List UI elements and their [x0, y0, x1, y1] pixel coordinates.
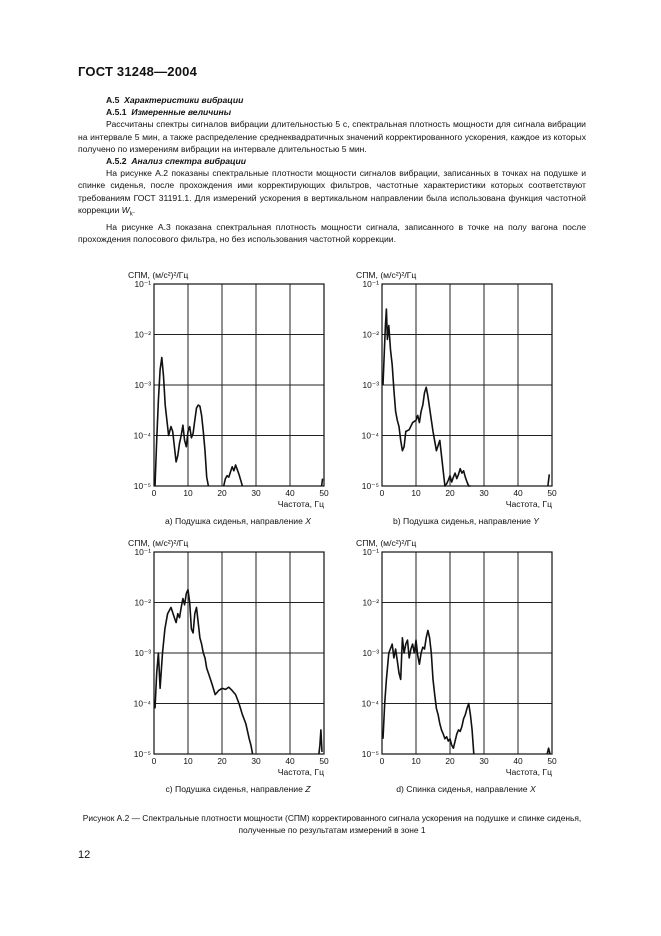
y-tick-label: 10⁻²	[134, 329, 151, 340]
chart-d	[346, 536, 586, 796]
section-number: А.5.2	[106, 156, 127, 167]
series-line	[383, 309, 470, 486]
subfigure-caption	[346, 784, 586, 794]
x-axis-label: Частота, Гц	[277, 767, 324, 777]
y-tick-label: 10⁻⁵	[361, 749, 379, 759]
x-axis-label: Частота, Гц	[505, 767, 552, 777]
x-tick-label: 0	[151, 756, 157, 766]
y-axis-label: СПМ, (м/с²)²/Гц	[128, 538, 189, 548]
x-axis-label: Частота, Гц	[277, 499, 324, 509]
caption-text: а) Подушка сиденья, направление	[164, 516, 306, 526]
paragraph-2-text: На рисунке А.2 показаны спектральные плотности мощности сигналов вибрации, записанных в точках на подушке и спинке сиденья, после прохождения ими корректирующих фильтров, частотные характеристики которых соответствуют требованиям ГОСТ 31191.1. Для измерений ускорения в вертикальном направлении была использована функция частотной коррекции	[78, 168, 586, 215]
x-tick-label: 40	[513, 756, 523, 766]
y-axis-label: СПМ, (м/с²)²/Гц	[356, 538, 417, 548]
y-tick-label: 10⁻³	[362, 380, 379, 390]
x-tick-label: 10	[411, 756, 421, 766]
y-tick-label: 10⁻²	[362, 597, 379, 608]
chart-svg	[118, 536, 358, 796]
chart-a	[118, 268, 358, 528]
chart-b	[346, 268, 586, 528]
chart-svg	[346, 268, 586, 528]
page-number: 12	[78, 849, 91, 861]
paragraph-2-end: .	[132, 204, 136, 215]
x-tick-label: 40	[513, 488, 523, 498]
y-tick-label: 10⁻⁴	[361, 698, 379, 709]
y-tick-label: 10⁻¹	[362, 279, 379, 289]
series-line	[322, 479, 323, 486]
y-tick-label: 10⁻⁵	[361, 481, 379, 491]
y-tick-label: 10⁻³	[134, 380, 151, 390]
figure-caption: Рисунок А.2 — Спектральные плотности мощности (СПМ) корректированного сигнала ускорения на подушке и спинке сиденья, полученные по результатам измерений в зоне 1	[82, 813, 582, 835]
chart-svg	[346, 536, 586, 796]
caption-direction: X	[529, 784, 536, 794]
paragraph-2	[78, 167, 586, 221]
section-a51-heading	[106, 106, 586, 118]
x-tick-label: 40	[285, 488, 295, 498]
y-tick-label: 10⁻¹	[362, 547, 379, 557]
x-tick-label: 50	[319, 756, 329, 766]
section-title: Анализ спектра вибрации	[131, 156, 247, 167]
series-line	[383, 630, 474, 754]
series-line	[155, 590, 253, 754]
y-tick-label: 10⁻⁵	[133, 749, 151, 759]
subfigure-caption	[346, 516, 586, 526]
series-line	[548, 474, 549, 486]
caption-direction: Y	[533, 516, 539, 526]
x-tick-label: 30	[479, 756, 489, 766]
chart-svg	[118, 268, 358, 528]
x-tick-label: 10	[183, 488, 193, 498]
x-tick-label: 50	[547, 488, 557, 498]
caption-direction: Z	[305, 784, 311, 794]
body-text	[78, 94, 586, 245]
series-line	[319, 730, 322, 754]
section-number: А.5	[106, 95, 120, 105]
weighting-subscript: k	[129, 211, 133, 218]
section-a52-heading	[106, 155, 586, 167]
subfigure-caption	[118, 516, 358, 526]
x-axis-label: Частота, Гц	[505, 499, 552, 509]
x-tick-label: 30	[479, 488, 489, 498]
series-line	[547, 748, 550, 754]
y-tick-label: 10⁻¹	[134, 279, 151, 289]
x-tick-label: 30	[251, 756, 261, 766]
x-tick-label: 30	[251, 488, 261, 498]
y-tick-label: 10⁻⁴	[133, 430, 151, 441]
y-tick-label: 10⁻²	[134, 597, 151, 608]
x-tick-label: 10	[411, 488, 421, 498]
y-axis-label: СПМ, (м/с²)²/Гц	[128, 270, 189, 280]
x-tick-label: 20	[445, 756, 455, 766]
y-tick-label: 10⁻³	[362, 648, 379, 658]
document-header: ГОСТ 31248—2004	[78, 64, 197, 79]
y-tick-label: 10⁻²	[362, 329, 379, 340]
subfigure-caption	[118, 784, 358, 794]
x-tick-label: 0	[379, 756, 385, 766]
series-line	[224, 465, 243, 486]
y-tick-label: 10⁻⁴	[361, 430, 379, 441]
chart-c	[118, 536, 358, 796]
x-tick-label: 50	[547, 756, 557, 766]
x-tick-label: 50	[319, 488, 329, 498]
x-tick-label: 20	[217, 756, 227, 766]
x-tick-label: 20	[217, 488, 227, 498]
series-line	[155, 358, 208, 487]
y-tick-label: 10⁻¹	[134, 547, 151, 557]
y-axis-label: СПМ, (м/с²)²/Гц	[356, 270, 417, 280]
caption-text: b) Подушка сиденья, направление	[392, 516, 534, 526]
x-tick-label: 0	[151, 488, 157, 498]
paragraph-1: Рассчитаны спектры сигналов вибрации длительностью 5 с, спектральная плотность мощности для сигнала вибрации на интервале 5 мин, а также распределение среднеквадратичных значений корректированного ускорения, каждое из которых получено по измерениям вибрации на интервале длительностью 5 мин.	[78, 119, 586, 154]
x-tick-label: 10	[183, 756, 193, 766]
y-tick-label: 10⁻⁵	[133, 481, 151, 491]
section-title: Характеристики вибрации	[124, 95, 244, 105]
y-tick-label: 10⁻⁴	[133, 698, 151, 709]
y-tick-label: 10⁻³	[134, 648, 151, 658]
paragraph-3: На рисунке А.3 показана спектральная плотность мощности сигнала, записанного в точке на полу вагона после прохождения полосового фильтра, но без использования частотной коррекции.	[78, 221, 586, 244]
x-tick-label: 40	[285, 756, 295, 766]
section-a5-heading	[106, 94, 586, 106]
x-tick-label: 0	[379, 488, 385, 498]
section-title: Измеренные величины	[131, 107, 232, 118]
caption-text: d) Спинка сиденья, направление	[396, 784, 530, 794]
section-number: А.5.1	[106, 107, 127, 118]
caption-text: с) Подушка сиденья, направление	[165, 784, 306, 794]
x-tick-label: 20	[445, 488, 455, 498]
caption-direction: X	[305, 516, 311, 526]
weighting-symbol: W	[121, 204, 130, 215]
